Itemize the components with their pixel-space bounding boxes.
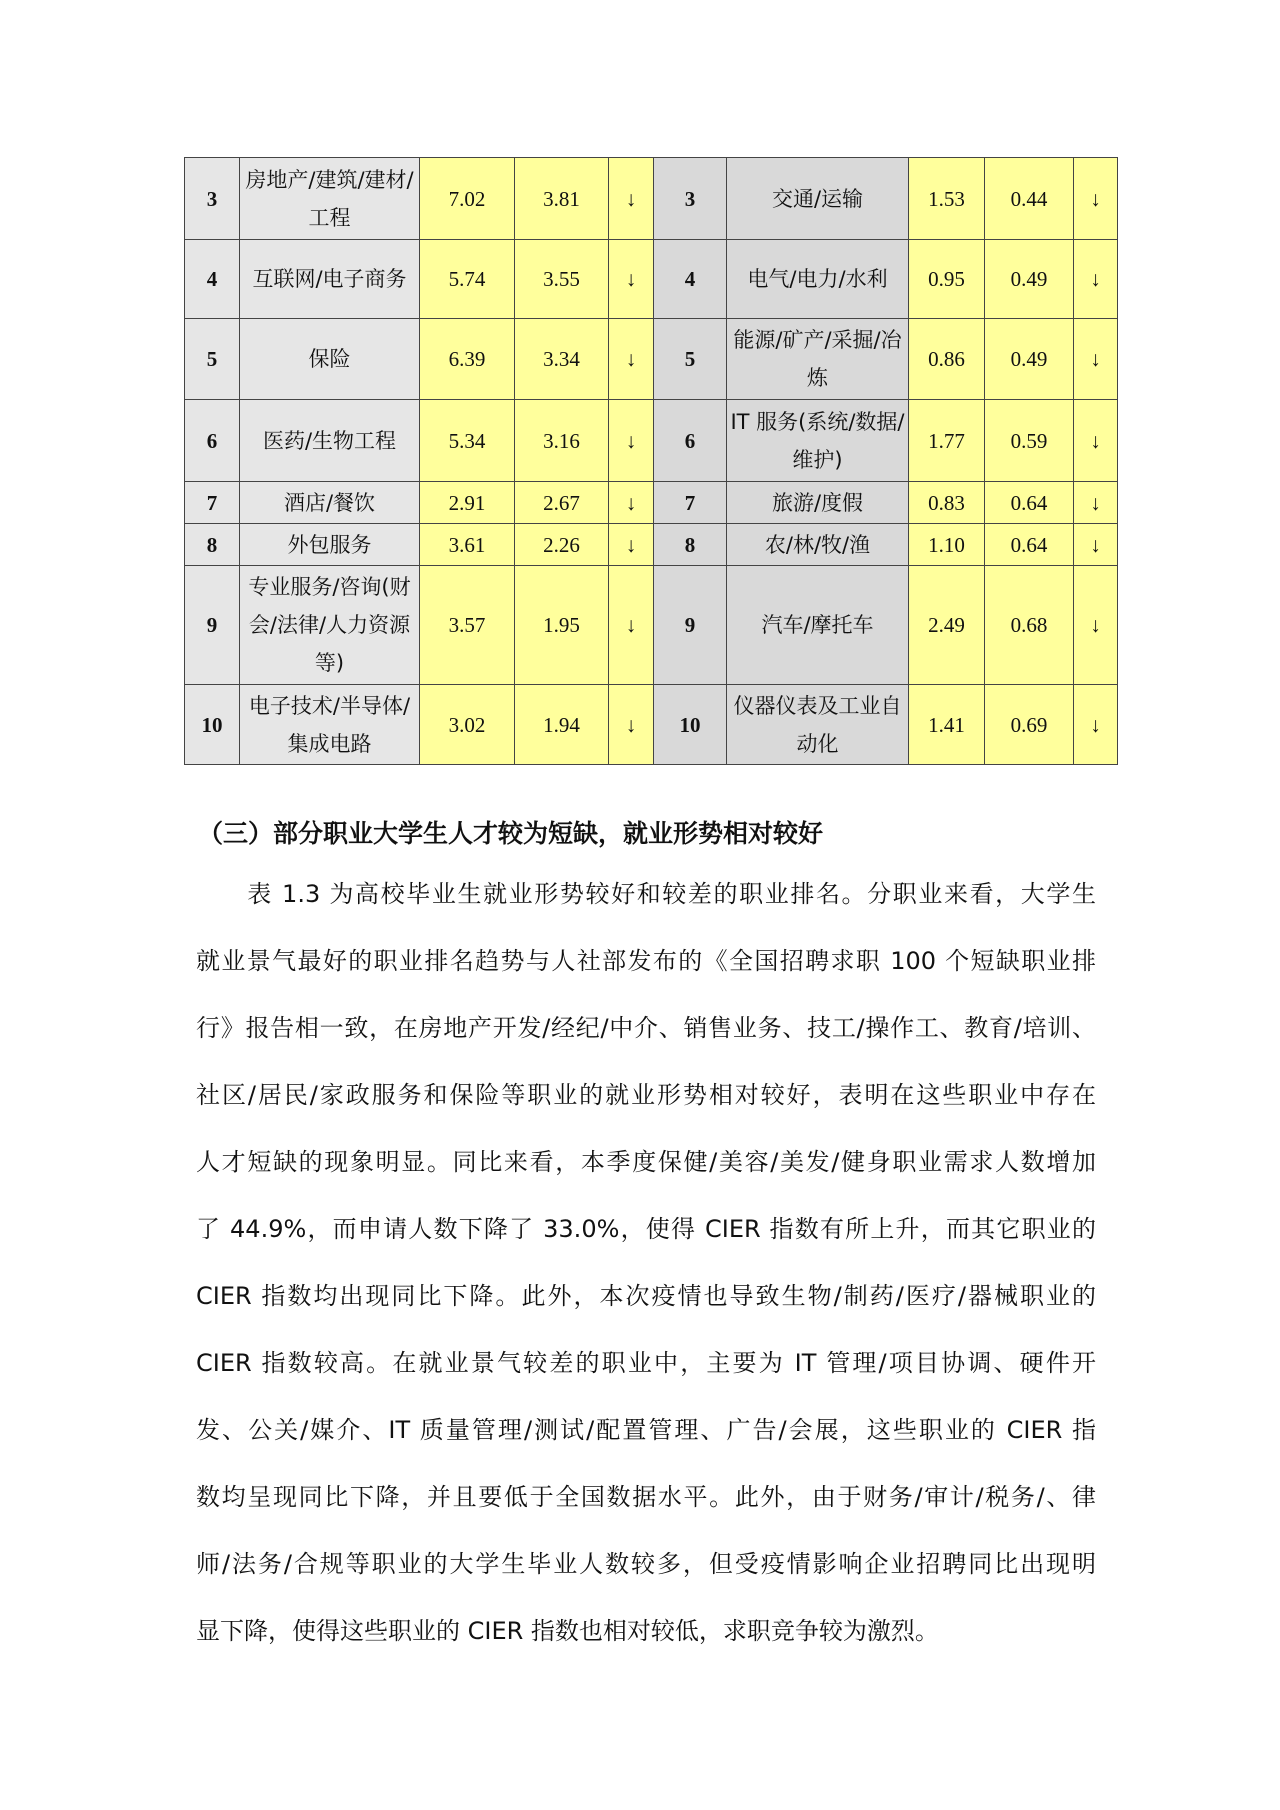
value-cell: 6.39 xyxy=(420,319,515,400)
paragraph-line: CIER 指数较高。在就业景气较差的职业中，主要为 IT 管理/项目协调、硬件开 xyxy=(196,1349,1096,1377)
occupation-cell: 农/林/牧/渔 xyxy=(727,524,909,566)
rank-cell: 8 xyxy=(654,524,727,566)
paragraph-line: 显下降，使得这些职业的 CIER 指数也相对较低，求职竞争较为激烈。 xyxy=(196,1617,939,1645)
paragraph-line: 社区/居民/家政服务和保险等职业的就业形势相对较好，表明在这些职业中存在 xyxy=(196,1081,1096,1109)
value-cell: 0.83 xyxy=(909,482,985,524)
value-cell: 3.55 xyxy=(515,240,609,319)
value-cell: 0.49 xyxy=(985,240,1074,319)
paragraph-line: 师/法务/合规等职业的大学生毕业人数较多，但受疫情影响企业招聘同比出现明 xyxy=(196,1550,1096,1578)
trend-arrow-icon: ↓ xyxy=(1074,566,1118,685)
table-row xyxy=(185,240,1118,319)
trend-arrow-icon: ↓ xyxy=(1074,524,1118,566)
table-row xyxy=(185,400,1118,482)
value-cell: 0.86 xyxy=(909,319,985,400)
trend-arrow-icon: ↓ xyxy=(1074,400,1118,482)
table-row xyxy=(185,524,1118,566)
value-cell: 2.26 xyxy=(515,524,609,566)
occupation-cell: 互联网/电子商务 xyxy=(240,240,420,319)
value-cell: 2.67 xyxy=(515,482,609,524)
occupation-cell: 能源/矿产/采掘/冶炼 xyxy=(727,319,909,400)
rank-cell: 6 xyxy=(185,400,240,482)
occupation-cell: 电子技术/半导体/集成电路 xyxy=(240,685,420,765)
paragraph-line: 发、公关/媒介、IT 质量管理/测试/配置管理、广告/会展，这些职业的 CIER 指 xyxy=(196,1416,1096,1444)
occupation-cell: 旅游/度假 xyxy=(727,482,909,524)
paragraph-line: 人才短缺的现象明显。同比来看，本季度保健/美容/美发/健身职业需求人数增加 xyxy=(196,1148,1096,1176)
trend-arrow-icon: ↓ xyxy=(609,482,654,524)
rank-cell: 9 xyxy=(185,566,240,685)
trend-arrow-icon: ↓ xyxy=(1074,685,1118,765)
trend-arrow-icon: ↓ xyxy=(609,240,654,319)
value-cell: 2.91 xyxy=(420,482,515,524)
value-cell: 3.61 xyxy=(420,524,515,566)
trend-arrow-icon: ↓ xyxy=(609,685,654,765)
occupation-cell: IT 服务(系统/数据/维护) xyxy=(727,400,909,482)
occupation-cell: 酒店/餐饮 xyxy=(240,482,420,524)
trend-arrow-icon: ↓ xyxy=(1074,319,1118,400)
rank-cell: 10 xyxy=(654,685,727,765)
trend-arrow-icon: ↓ xyxy=(1074,158,1118,240)
trend-arrow-icon: ↓ xyxy=(1074,240,1118,319)
paragraph-line: 就业景气最好的职业排名趋势与人社部发布的《全国招聘求职 100 个短缺职业排 xyxy=(196,947,1096,975)
value-cell: 0.44 xyxy=(985,158,1074,240)
value-cell: 1.53 xyxy=(909,158,985,240)
table-row xyxy=(185,158,1118,240)
value-cell: 7.02 xyxy=(420,158,515,240)
occupation-cell: 电气/电力/水利 xyxy=(727,240,909,319)
rank-cell: 5 xyxy=(654,319,727,400)
occupation-cell: 专业服务/咨询(财会/法律/人力资源等) xyxy=(240,566,420,685)
occupation-cell: 外包服务 xyxy=(240,524,420,566)
table-row xyxy=(185,566,1118,685)
value-cell: 1.41 xyxy=(909,685,985,765)
occupation-cell: 房地产/建筑/建材/工程 xyxy=(240,158,420,240)
rank-cell: 3 xyxy=(654,158,727,240)
rank-cell: 10 xyxy=(185,685,240,765)
value-cell: 0.64 xyxy=(985,482,1074,524)
table-row xyxy=(185,685,1118,765)
rank-cell: 3 xyxy=(185,158,240,240)
rank-cell: 5 xyxy=(185,319,240,400)
value-cell: 0.49 xyxy=(985,319,1074,400)
occupation-cell: 仪器仪表及工业自动化 xyxy=(727,685,909,765)
trend-arrow-icon: ↓ xyxy=(609,524,654,566)
paragraph-line: CIER 指数均出现同比下降。此外，本次疫情也导致生物/制药/医疗/器械职业的 xyxy=(196,1282,1096,1310)
occupation-cell: 交通/运输 xyxy=(727,158,909,240)
value-cell: 1.77 xyxy=(909,400,985,482)
table-row xyxy=(185,319,1118,400)
paragraph-line: 行》报告相一致，在房地产开发/经纪/中介、销售业务、技工/操作工、教育/培训、 xyxy=(196,1014,1096,1042)
value-cell: 5.34 xyxy=(420,400,515,482)
rank-cell: 7 xyxy=(654,482,727,524)
value-cell: 0.95 xyxy=(909,240,985,319)
trend-arrow-icon: ↓ xyxy=(1074,482,1118,524)
paragraph-line: 数均呈现同比下降，并且要低于全国数据水平。此外，由于财务/审计/税务/、律 xyxy=(196,1483,1096,1511)
trend-arrow-icon: ↓ xyxy=(609,158,654,240)
rank-cell: 7 xyxy=(185,482,240,524)
value-cell: 0.68 xyxy=(985,566,1074,685)
value-cell: 1.94 xyxy=(515,685,609,765)
value-cell: 1.10 xyxy=(909,524,985,566)
rank-cell: 6 xyxy=(654,400,727,482)
trend-arrow-icon: ↓ xyxy=(609,566,654,685)
rank-cell: 8 xyxy=(185,524,240,566)
value-cell: 0.64 xyxy=(985,524,1074,566)
occupation-cell: 保险 xyxy=(240,319,420,400)
value-cell: 2.49 xyxy=(909,566,985,685)
value-cell: 3.81 xyxy=(515,158,609,240)
occupation-cell: 医药/生物工程 xyxy=(240,400,420,482)
occupation-cell: 汽车/摩托车 xyxy=(727,566,909,685)
value-cell: 0.59 xyxy=(985,400,1074,482)
value-cell: 0.69 xyxy=(985,685,1074,765)
rank-cell: 4 xyxy=(185,240,240,319)
value-cell: 3.02 xyxy=(420,685,515,765)
paragraph-line: 了 44.9%，而申请人数下降了 33.0%，使得 CIER 指数有所上升，而其它职业的 xyxy=(196,1215,1096,1243)
value-cell: 1.95 xyxy=(515,566,609,685)
table-row xyxy=(185,482,1118,524)
occupation-ranking-table xyxy=(184,157,1118,765)
rank-cell: 4 xyxy=(654,240,727,319)
value-cell: 5.74 xyxy=(420,240,515,319)
section-heading: （三）部分职业大学生人才较为短缺，就业形势相对较好 xyxy=(198,819,824,848)
value-cell: 3.34 xyxy=(515,319,609,400)
value-cell: 3.16 xyxy=(515,400,609,482)
trend-arrow-icon: ↓ xyxy=(609,319,654,400)
value-cell: 3.57 xyxy=(420,566,515,685)
paragraph-line: 表 1.3 为高校毕业生就业形势较好和较差的职业排名。分职业来看，大学生 xyxy=(196,880,1096,908)
trend-arrow-icon: ↓ xyxy=(609,400,654,482)
rank-cell: 9 xyxy=(654,566,727,685)
